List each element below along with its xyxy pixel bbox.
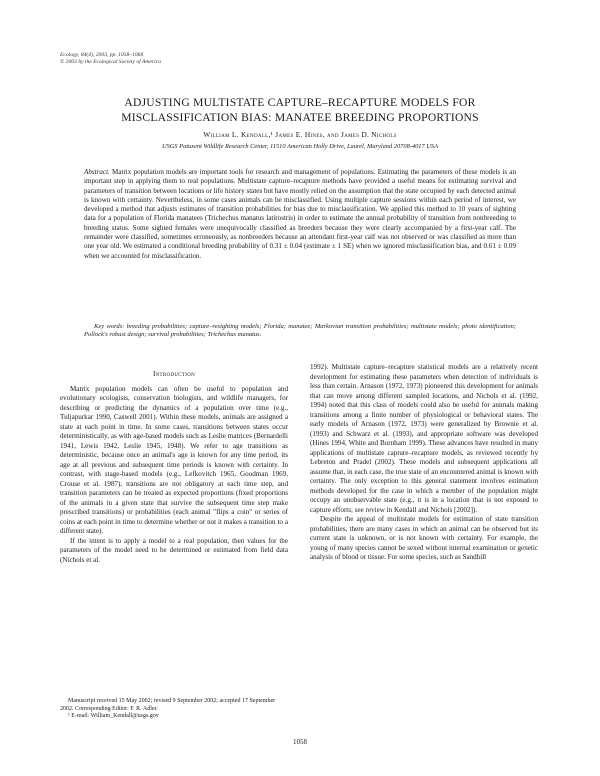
copyright-line: © 2003 by the Ecological Society of America	[60, 59, 161, 65]
paper-title	[60, 95, 540, 125]
footnote-received: Manuscript received 15 May 2002; revised 9 September 2002; accepted 17 September 2002. Corresponding Editor: F. R. Adler.	[60, 698, 276, 712]
affiliation: USGS Patuxent Wildlife Research Center, 11510 American Holly Drive, Laurel, Maryland 20708-4017 USA	[162, 143, 438, 150]
title-line-1: ADJUSTING MULTISTATE CAPTURE–RECAPTURE MODELS FOR	[124, 96, 476, 109]
abstract	[84, 168, 516, 261]
footnote-email: ¹ E-mail: William_Kendall@usgs.gov	[68, 713, 159, 720]
title-line-2: MISCLASSIFICATION BIAS: MANATEE BREEDING PROPORTIONS	[121, 111, 479, 124]
intro-paragraph-1: Matrix population models can often be useful to population and evolutionary ecologists, conservation biologists, and wildlife managers, for describing or predicting the dynamics of a population over time (e.g., Tuljapurkar 1990, Caswell 2001). Within these models, animals are assigned a state at each point in time. In some cases, transitions between states occur deterministically, as with age-based models such as Leslie matrices (Bernardelli 1941, Lewis 1942, Leslie 1945, 1948). We refer to age transitions as deterministic, because once an animal's age is known for any time period, its age at all previous and subsequent time periods is known with certainty. In contrast, with stage-based models (e.g., Lefkovitch 1965, Goodman 1969, Crouse et al. 1987), transitions are not obligatory at each time step, and transition parameters can be treated as expected proportions (fixed proportions of the animals in a given state that survive the subsequent time step make prescribed transitions) or probabilities (each animal "flips a coin" or series of coins at each point in time to determine whether or not it makes a transition to a different state).	[60, 384, 288, 535]
right-column	[310, 363, 538, 563]
intro-paragraph-2: If the intent is to apply a model to a real population, then values for the parameters of the model need to be determined or estimated from field data (Nichols et al.	[60, 536, 288, 564]
author-list: William L. Kendall,¹ James E. Hines, and James D. Nichols	[203, 130, 397, 139]
keywords-label: Key words:	[94, 323, 125, 330]
keywords	[84, 323, 516, 340]
page-number: 1058	[293, 738, 307, 746]
keywords-text: breeding probabilities; capture–resighting models; Florida; manatee; Markovian transition probabilities; multistate models; photo identification; Pollock's robust design; survival probabilities; Trichechus manatus.	[84, 323, 516, 339]
footnotes	[60, 698, 288, 721]
abstract-label: Abstract.	[84, 168, 110, 176]
intro-paragraph-3: 1992). Multistate capture–recapture statistical models are a relatively recent development for estimating these parameters when detection of individuals is less than certain. Arnason (1972, 1973) pioneered this development for animals that can move among different sampled locations, and Nichols et al. (1992, 1994) noted that this class of models could also be useful for animals making transitions among a finite number of physiological or behavioral states. The early models of Arnason (1972, 1973) were generalized by Brownie et al. (1993) and Schwarz et al. (1993), and appropriate software was developed (Hines 1994, White and Burnham 1999). These advances have resulted in many applications of multistate capture–recapture models, as reviewed recently by Lebreton and Pradel (2002). These models and subsequent applications all assume that, in each case, the true state of an encountered animal is known with certainty. The only exception to this general statement involves estimation methods developed for the case in which a member of the population might occupy an unobservable state (e.g., it is in a location that is not exposed to capture efforts; see review in Kendall and Nichols [2002]).	[310, 363, 538, 514]
intro-paragraph-4: Despite the appeal of multistate models for estimation of state transition probabilities, there are many cases in which an animal can be observed but its current state is unknown, or is not known with certainty. For example, the young of many species cannot be sexed without internal examination or genetic analysis of blood or tissue. For some species, such as Sandhill	[310, 515, 538, 561]
citation-line: Ecology, 84(4), 2003, pp. 1058–1066	[60, 52, 144, 58]
left-column	[60, 370, 288, 565]
section-heading: Introduction	[152, 370, 196, 378]
abstract-text: Matrix population models are important tools for research and management of populations. Estimating the parameters of these models is an important step in applying them to real populations. Multistate capture–recapture methods have provided a useful means for estimating survival and parameters of transition between locations or life history states but have mostly relied on the assumption that the state occupied by each detected animal is known with certainty. Nevertheless, in some cases animals can be misclassified. Using multiple capture sessions within each period of interest, we developed a method that adjusts estimates of transition probabilities for bias due to misclassification. We applied this method to 10 years of sighting data for a population of Florida manatees (Trichechus manatus latirostris) in order to estimate the annual probability of transition from nonbreeding to breeding status. Some sighted females were unequivocally classified as breeders because they were clearly accompanied by a first-year calf. The remainder were classified, sometimes erroneously, as nonbreeders because an attendant first-year calf was not observed or was classified as more than one year old. We estimated a conditional breeding probability of 0.31 ± 0.04 (estimate ± 1 SE) when we ignored misclassification bias, and 0.61 ± 0.09 when we accounted for misclassification.	[84, 168, 516, 260]
journal-citation	[60, 52, 161, 66]
